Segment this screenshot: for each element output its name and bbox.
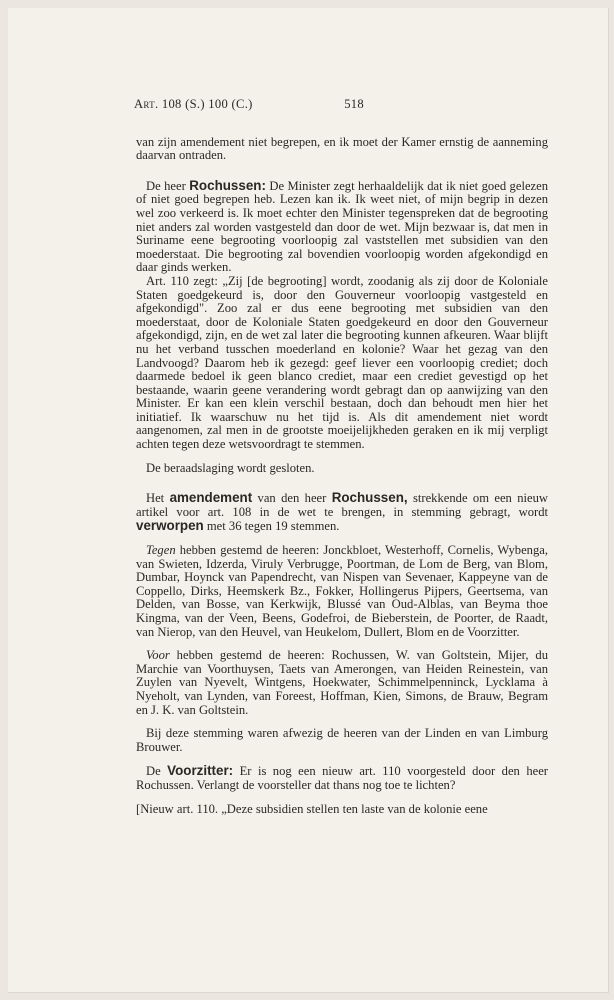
- votes-against: Tegen hebben gestemd de heeren: Jonckbloet, Westerhoff, Cornelis, Wybenga, van Swieten, Idzerda, Viruly Verbrugge, Poortman, de Lom de Berg, van Blom, Dumbar, Hoynck van Papendrecht, van Nispen van Sevenaer, Kappeyne van de Coppello, Dirks, Heemskerk Bz., Fokker, Hollingerus Pijpers, Geertsema, van Delden, van Bosse, van Kerkwijk, Blussé van Oud-Alblas, van Beyma thoe Kingma, van der Veen, Beens, Godefroi, de Bieberstein, de Poorter, de Raadt, van Nierop, van den Heuvel, van Heukelom, Dullert, Blom en de Voorzitter.: [136, 543, 548, 639]
- paragraph: De beraadslaging wordt gesloten.: [146, 460, 315, 475]
- paragraph: [Nieuw art. 110. „Deze subsidien stellen ten laste van de kolonie eene: [136, 801, 488, 816]
- page-text: [136, 98, 548, 826]
- speaker-name: Voorzitter:: [167, 763, 234, 779]
- paragraph: van zijn amendement niet begrepen, en ik moet der Kamer ernstig de aanneming daarvan ontraden.: [136, 134, 548, 163]
- speaker-name: Rochussen:: [189, 177, 266, 193]
- book-page: [8, 8, 609, 993]
- vote-result: Het amendement van den heer Rochussen, strekkende om een nieuw artikel voor art. 108 in de wet te brengen, in stemming gebragt, wordt verworpen met 36 tegen 19 stemmen.: [136, 490, 548, 534]
- paragraph: Art. 110 zegt: „Zij [de begrooting] wordt, zoodanig als zij door de Koloniale Staten goedgekeurd is, door den Gouverneur voorloopig vastgesteld en afgekondigd". Zoo zal er dus eene begrooting met subsidien van den moederstaat, door de Koloniale Staten goedgekeurd en door den Gouverneur afgekondigd, zijn, en de wet zal later die begrooting kunnen afkeuren. Waar blijft nu het verband tusschen moederland en kolonie? Waar het gezag van den Landvoogd? Daarom heb ik gezegd: geef liever een voorloopig crediet; doch daarmede bedoel ik geen blanco crediet, maar een crediet gevestigd op het bestaande, waarin geene verandering wordt gebragt dan op aanwijzing van den Minister. Er kan een klein verschil bestaan, doch dan behoudt men hier het initiatief. Ik waarschuw nu het tijd is. Als dit amendement niet wordt aangenomen, zal men in de grootste moeijelijkheden geraken en ik mij verpligt achten tegen deze wetsvoordragt te stemmen.: [136, 273, 548, 452]
- speech-voorzitter: De Voorzitter: Er is nog een nieuw art. 110 voorgesteld door den heer Rochussen. Verlangt de voorsteller dat thans nog toe te lichten?: [136, 763, 548, 792]
- speech-rochussen: De heer Rochussen: De Minister zegt herhaaldelijk dat ik niet goed gelezen of niet goed begrepen heb. Lezen kan ik. Ik weet niet, of mijn begrip in dezen wel zoo verkeerd is. Ik moet echter den Minister tegenspreken dat de begrooting niet anders zal worden vastgesteld dan door de wet. Mijn bezwaar is, dat men in Suriname eene begrooting voorloopig zal vaststellen met subsidien van den moederstaat. Die begrooting zal bovendien voorloopig worden afgekondigd en daar ginds werken.: [136, 177, 549, 275]
- votes-for: Voor hebben gestemd de heeren: Rochussen, W. van Goltstein, Mijer, du Marchie van Voorthuysen, Taets van Amerongen, van Heiden Reinestein, van Zuylen van Nyevelt, Wintgens, Hoekwater, Schimmelpenninck, Lycklama à Nyeholt, van Lynden, van Foreest, Hoffman, Kien, Simons, de Brauw, Begram en J. K. van Goltstein.: [136, 648, 548, 717]
- page-number: 518: [344, 97, 364, 111]
- running-header: [134, 98, 364, 112]
- paragraph: Bij deze stemming waren afwezig de heeren van der Linden en van Limburg Brouwer.: [136, 726, 548, 754]
- header-article: Art. 108 (S.) 100 (C.): [134, 97, 253, 111]
